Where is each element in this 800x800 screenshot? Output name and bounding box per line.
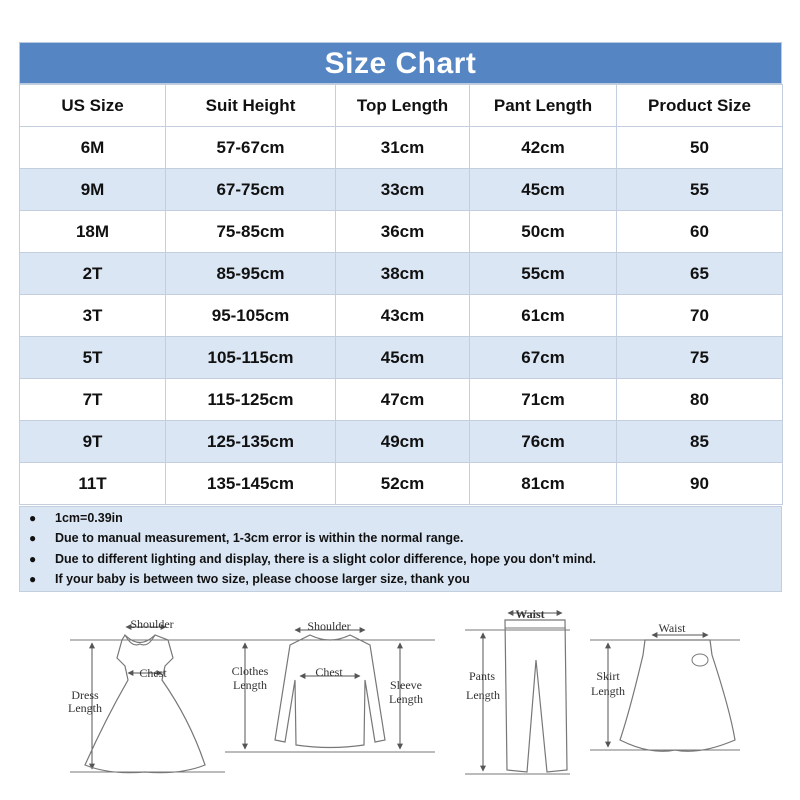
table-cell: 42cm [470, 127, 617, 169]
dress-chest-label: Chest [139, 666, 167, 680]
column-header: Product Size [617, 85, 783, 127]
table-cell: 81cm [470, 463, 617, 505]
note-text: Due to different lighting and display, there is a slight color difference, hope you don't mind. [55, 552, 596, 566]
table-cell: 6M [20, 127, 166, 169]
table-cell: 71cm [470, 379, 617, 421]
table-cell: 33cm [336, 169, 470, 211]
table-cell: 2T [20, 253, 166, 295]
table-cell: 115-125cm [166, 379, 336, 421]
table-row [20, 169, 783, 211]
table-cell: 80 [617, 379, 783, 421]
table-cell: 11T [20, 463, 166, 505]
table-row [20, 211, 783, 253]
skirt-diagram [590, 621, 740, 751]
top-diagram [225, 619, 435, 752]
table-cell: 125-135cm [166, 421, 336, 463]
dress-length-label-2: Length [68, 701, 102, 715]
top-length-label-2: Length [233, 678, 267, 692]
bullet-icon: ● [29, 552, 37, 566]
pants-waist-label: Waist [515, 607, 545, 621]
pants-diagram [465, 607, 570, 774]
table-cell: 50 [617, 127, 783, 169]
table-cell: 45cm [470, 169, 617, 211]
table-cell: 85-95cm [166, 253, 336, 295]
dress-outline [85, 635, 205, 773]
table-cell: 52cm [336, 463, 470, 505]
table-cell: 36cm [336, 211, 470, 253]
table-row [20, 295, 783, 337]
table-cell: 47cm [336, 379, 470, 421]
table-row [20, 463, 783, 505]
table-cell: 75 [617, 337, 783, 379]
top-sleeve-label-2: Length [389, 692, 423, 706]
top-chest-label: Chest [315, 665, 343, 679]
table-cell: 3T [20, 295, 166, 337]
table-cell: 18M [20, 211, 166, 253]
table-cell: 85 [617, 421, 783, 463]
size-chart-title: Size Chart [19, 42, 782, 84]
skirt-length-label-1: Skirt [596, 669, 620, 683]
table-cell: 50cm [470, 211, 617, 253]
table-cell: 55 [617, 169, 783, 211]
bullet-icon: ● [29, 511, 37, 525]
note-text: If your baby is between two size, please choose larger size, thank you [55, 572, 470, 586]
table-cell: 9M [20, 169, 166, 211]
measurement-diagrams [40, 600, 770, 795]
table-cell: 5T [20, 337, 166, 379]
top-length-label-1: Clothes [231, 664, 269, 678]
table-cell: 43cm [336, 295, 470, 337]
table-cell: 67cm [470, 337, 617, 379]
table-cell: 90 [617, 463, 783, 505]
table-cell: 135-145cm [166, 463, 336, 505]
table-cell: 57-67cm [166, 127, 336, 169]
pants-outline [505, 620, 567, 772]
dress-diagram [68, 617, 225, 773]
note-text: 1cm=0.39in [55, 511, 123, 525]
table-cell: 60 [617, 211, 783, 253]
table-cell: 76cm [470, 421, 617, 463]
skirt-waist-label: Waist [658, 621, 686, 635]
table-cell: 49cm [336, 421, 470, 463]
dress-shoulder-label: Shoulder [130, 617, 174, 631]
table-cell: 55cm [470, 253, 617, 295]
table-row [20, 421, 783, 463]
table-row [20, 379, 783, 421]
table-row [20, 127, 783, 169]
top-outline [275, 635, 385, 748]
table-cell: 7T [20, 379, 166, 421]
pants-length-label-1: Pants [468, 669, 496, 683]
note-text: Due to manual measurement, 1-3cm error is within the normal range. [55, 531, 464, 545]
top-shoulder-label: Shoulder [307, 619, 351, 633]
skirt-outline [620, 640, 735, 751]
table-cell: 75-85cm [166, 211, 336, 253]
table-cell: 67-75cm [166, 169, 336, 211]
column-header: Top Length [336, 85, 470, 127]
table-cell: 45cm [336, 337, 470, 379]
pants-length-label-2: Length [466, 688, 500, 702]
table-cell: 65 [617, 253, 783, 295]
table-cell: 38cm [336, 253, 470, 295]
table-cell: 95-105cm [166, 295, 336, 337]
dress-length-label-1: Dress [71, 688, 99, 702]
top-sleeve-label-1: Sleeve [390, 678, 422, 692]
column-header: Suit Height [166, 85, 336, 127]
column-header: Pant Length [470, 85, 617, 127]
size-table [19, 84, 783, 505]
table-header-row [20, 85, 783, 127]
bullet-icon: ● [29, 572, 37, 586]
bullet-icon: ● [29, 531, 37, 545]
column-header: US Size [20, 85, 166, 127]
table-cell: 105-115cm [166, 337, 336, 379]
skirt-length-label-2: Length [591, 684, 625, 698]
notes-panel [19, 506, 782, 592]
table-cell: 61cm [470, 295, 617, 337]
bow-icon [692, 654, 708, 666]
table-cell: 70 [617, 295, 783, 337]
table-row [20, 337, 783, 379]
table-cell: 9T [20, 421, 166, 463]
table-row [20, 253, 783, 295]
size-chart [19, 42, 782, 505]
table-cell: 31cm [336, 127, 470, 169]
